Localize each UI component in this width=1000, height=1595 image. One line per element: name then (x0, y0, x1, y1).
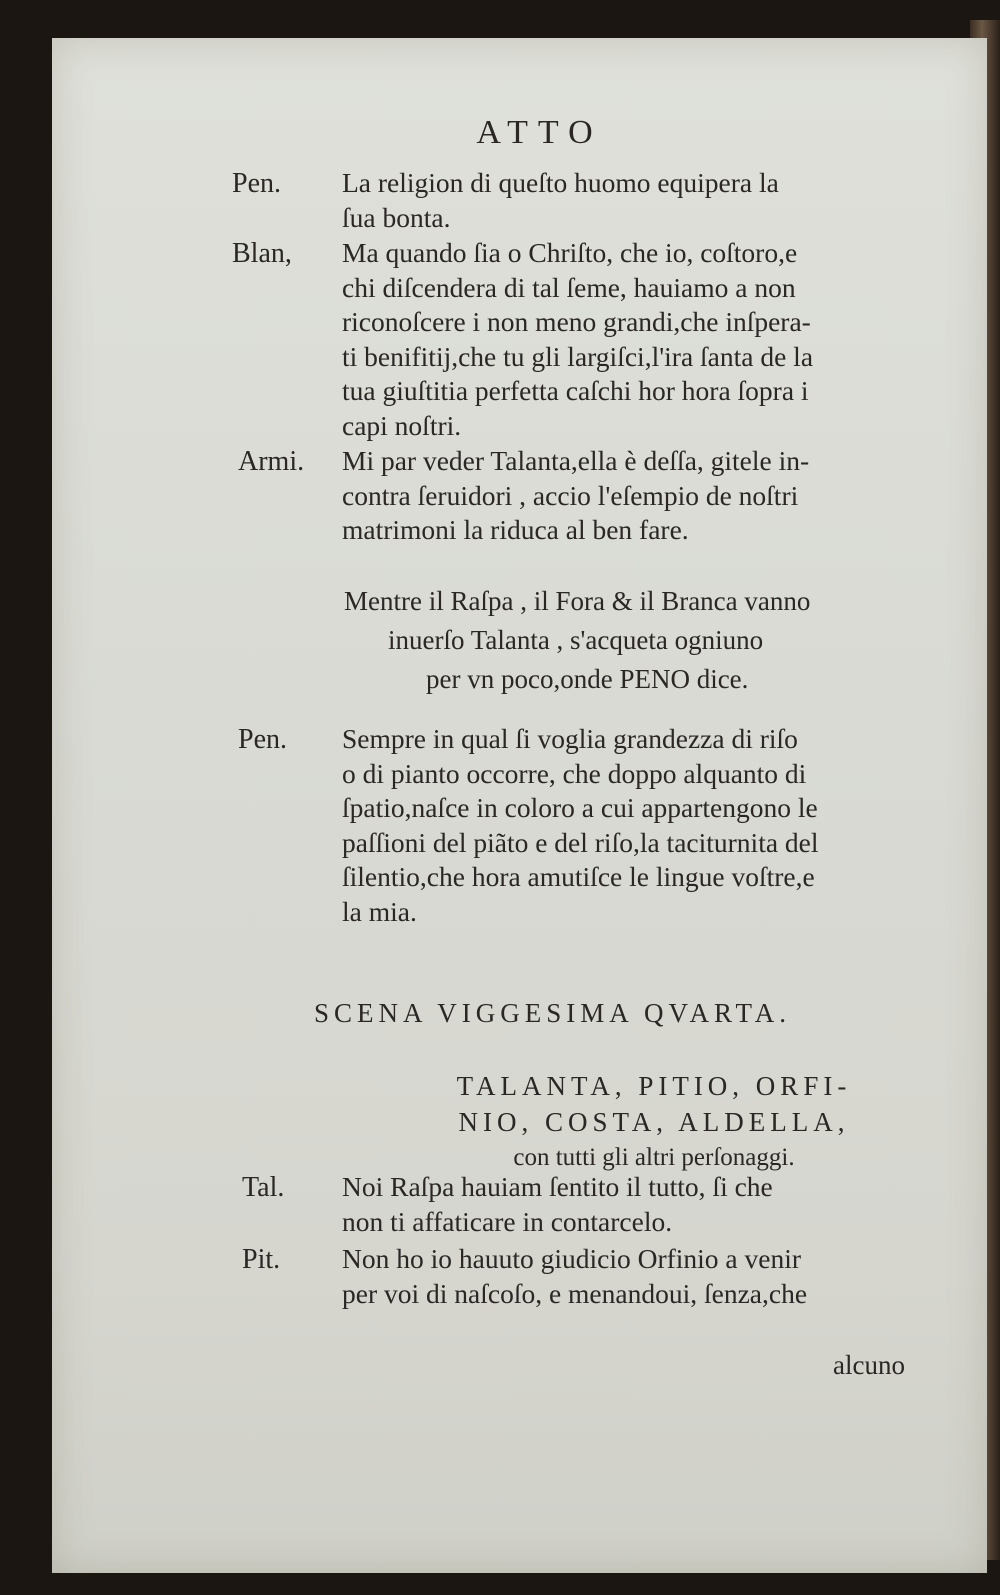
scene-characters-line: TALANTA, PITIO, ORFI- (456, 1071, 852, 1101)
stage-direction (344, 582, 964, 699)
speaker-label: Tal. (242, 1172, 285, 1203)
speech-text: Sempre in qual ſi voglia grandezza di riſo o di pianto occorre, che doppo alquanto di ſpatio,naſce in coloro a cui appartengono le paſſioni del piãto e del riſo,la taciturnita del ſilentio,che hora amutiſce le lingue voſtre,e la mia. (342, 723, 819, 927)
stage-direction-line: per vn poco,onde PENO dice. (426, 664, 749, 694)
scene-characters (344, 1068, 964, 1176)
stage-direction-line: inuerſo Talanta , s'acqueta ogniuno (388, 625, 764, 655)
speech-text: Mi par veder Talanta,ella è deſſa, gitele in- contra ſeruidori , accio l'eſempio de noſtri matrimoni la riduca al ben fare. (342, 445, 810, 545)
book-page (52, 38, 987, 1573)
scene-characters-note: con tutti gli altri perſonaggi. (513, 1144, 795, 1171)
speaker-label: Blan, (232, 238, 292, 269)
speech-text: Noi Raſpa hauiam ſentito il tutto, ſi che non ti affaticare in contarcelo. (342, 1171, 773, 1237)
speaker-label: Pen. (232, 168, 281, 199)
running-head: ATTO (476, 114, 603, 151)
scene-title: SCENA VIGGESIMA QVARTA. (314, 998, 792, 1028)
speech-text: Ma quando ſia o Chriſto, che io, coſtoro,e chi diſcendera di tal ſeme, hauiamo a non riconoſcere i non meno grandi,che inſpera- ti benifitij,che tu gli largiſci,l'ira ſanta de la tua giuſtitia perfetta caſchi hor hora ſopra i capi noſtri. (342, 237, 814, 441)
speaker-label: Pit. (242, 1244, 281, 1275)
speaker-label: Armi. (238, 446, 305, 477)
speaker-label: Pen. (238, 724, 287, 755)
speech-text: Non ho io hauuto giudicio Orfinio a venir per voi di naſcoſo, e menandoui, ſenza,che (342, 1243, 808, 1309)
scene-characters-line: NIO, COSTA, ALDELLA, (458, 1107, 850, 1137)
speech-text: La religion di queſto huomo equipera la ſua bonta. (342, 167, 779, 233)
stage-direction-line: Mentre il Raſpa , il Fora & il Branca vanno (344, 586, 811, 616)
catchword: alcuno (833, 1350, 905, 1380)
